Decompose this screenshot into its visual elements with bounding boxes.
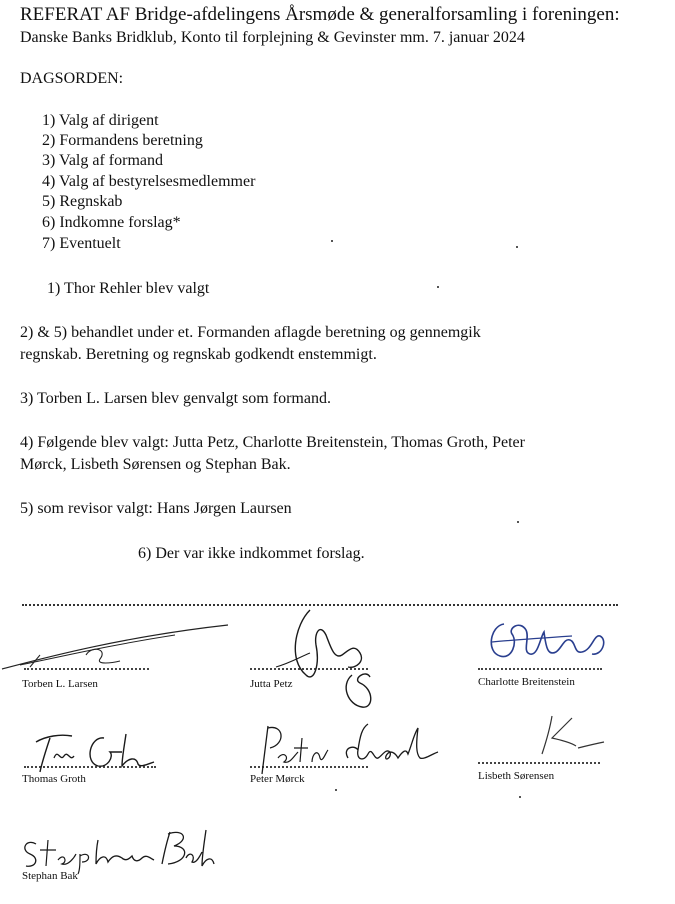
document-title: REFERAT AF Bridge-afdelingens Årsmøde & generalforsamling i foreningen: bbox=[20, 4, 620, 25]
signature-line bbox=[478, 668, 602, 670]
scan-speck bbox=[331, 240, 333, 242]
resolution-5: 5) som revisor valgt: Hans Jørgen Laursen bbox=[20, 500, 292, 517]
agenda-item: 4) Valg af bestyrelsesmedlemmer bbox=[42, 173, 256, 190]
resolution-4-line2: Mørck, Lisbeth Sørensen og Stephan Bak. bbox=[20, 456, 291, 473]
signature-stephan-bak bbox=[18, 822, 218, 874]
signer-name: Stephan Bak bbox=[22, 870, 78, 882]
signer-name: Charlotte Breitenstein bbox=[478, 676, 575, 688]
agenda-item: 1) Valg af dirigent bbox=[42, 112, 159, 129]
agenda-item: 2) Formandens beretning bbox=[42, 132, 203, 149]
signer-name: Lisbeth Sørensen bbox=[478, 770, 555, 782]
agenda-item: 6) Indkomne forslag* bbox=[42, 214, 181, 231]
agenda-item: 7) Eventuelt bbox=[42, 235, 121, 252]
resolution-6: 6) Der var ikke indkommet forslag. bbox=[138, 545, 365, 562]
signer-name: Torben L. Larsen bbox=[22, 678, 98, 690]
resolution-1: 1) Thor Rehler blev valgt bbox=[47, 280, 210, 297]
signature-thomas-groth bbox=[30, 728, 170, 776]
signature-jutta-petz bbox=[270, 605, 390, 715]
resolution-3: 3) Torben L. Larsen blev genvalgt som formand. bbox=[20, 390, 331, 407]
resolution-4-line1: 4) Følgende blev valgt: Jutta Petz, Charlotte Breitenstein, Thomas Groth, Peter bbox=[20, 434, 525, 451]
signer-name: Jutta Petz bbox=[250, 678, 293, 690]
signature-peter-morck bbox=[256, 718, 446, 778]
signer-name: Thomas Groth bbox=[22, 773, 86, 785]
signature-lisbeth-sorensen bbox=[530, 712, 610, 760]
scan-speck bbox=[335, 789, 337, 791]
agenda-heading: DAGSORDEN: bbox=[20, 70, 124, 87]
resolution-2-line1: 2) & 5) behandlet under et. Formanden aflagde beretning og gennemgik bbox=[20, 324, 481, 341]
scan-speck bbox=[519, 796, 521, 798]
agenda-item: 3) Valg af formand bbox=[42, 152, 163, 169]
agenda-item: 5) Regnskab bbox=[42, 193, 123, 210]
scan-speck bbox=[437, 286, 439, 288]
document-subtitle: Danske Banks Bridklub, Konto til forplejning & Gevinster mm. 7. januar 2024 bbox=[20, 29, 525, 46]
signer-name: Peter Mørck bbox=[250, 773, 305, 785]
signature-charlotte-breitenstein bbox=[482, 612, 612, 668]
scan-speck bbox=[516, 246, 518, 248]
signature-line bbox=[478, 762, 600, 764]
resolution-2-line2: regnskab. Beretning og regnskab godkendt enstemmigt. bbox=[20, 346, 377, 363]
scan-speck bbox=[517, 521, 519, 523]
signature-torben-larsen bbox=[0, 615, 240, 675]
